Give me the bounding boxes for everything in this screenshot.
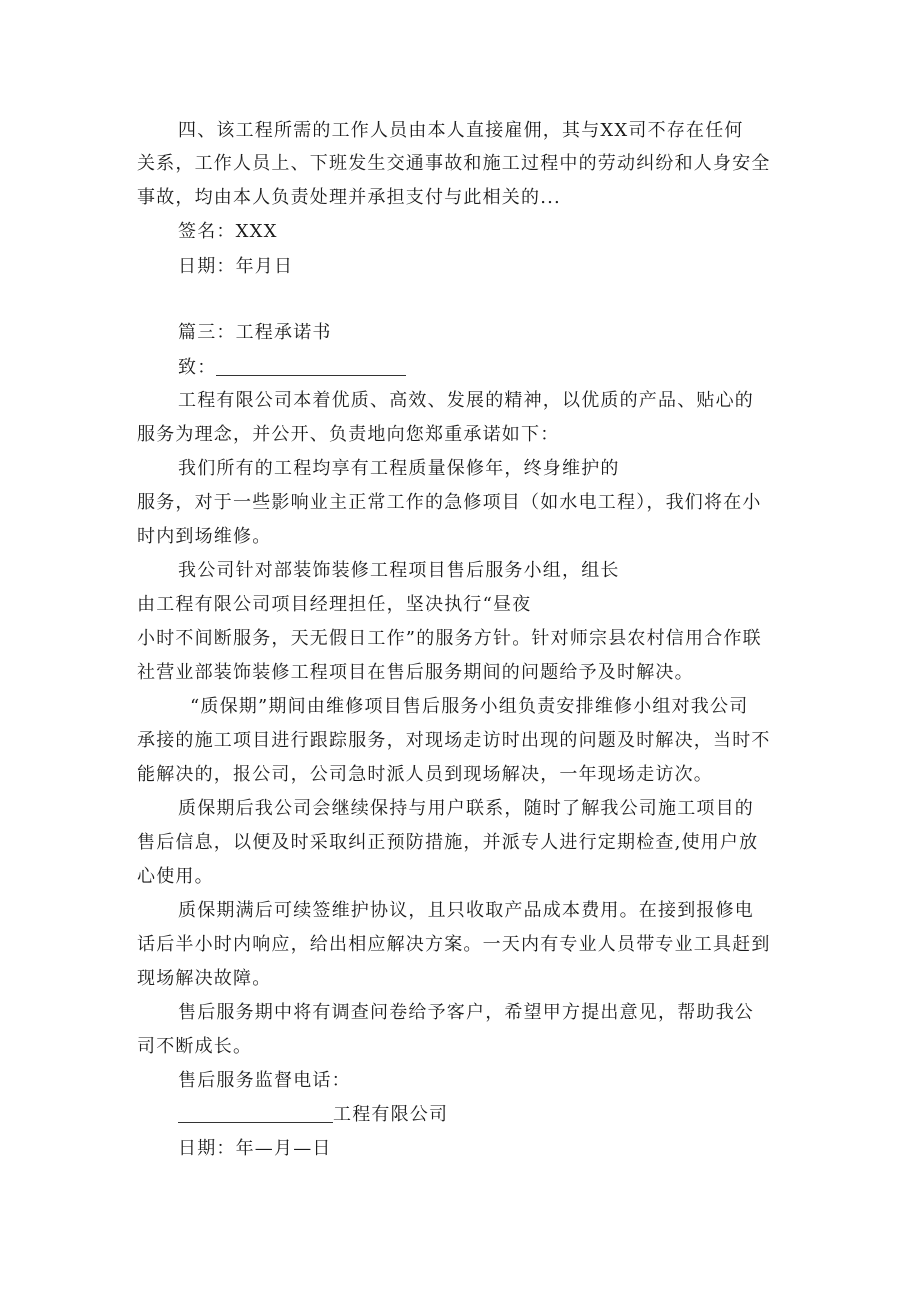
paragraph-3-line-3: 能解决的，报公司，公司急时派人员到现场解决，一年现场走访次。 (137, 764, 713, 785)
section4-line-1: 四、该工程所需的工作人员由本人直接雇佣，其与XX司不存在任何 (178, 120, 744, 141)
company-name-suffix: 工程有限公司 (333, 1104, 449, 1125)
paragraph-5-line-2: 话后半小时内响应，给出相应解决方案。一天内有专业人员带专业工具赶到 (137, 934, 771, 955)
addressee-line (178, 357, 406, 379)
addressee-label: 致： (178, 357, 217, 378)
paragraph-4-line-3: 心使用。 (137, 866, 214, 887)
intro-line-2: 服务为理念，并公开、负责地向您郑重承诺如下： (137, 424, 560, 445)
company-name-blank (178, 1104, 333, 1123)
section4-line-3: 事故，均由本人负责处理并承担支付与此相关的... (137, 187, 561, 208)
paragraph-3-line-1: “质保期”期间由维修项目售后服务小组负责安排维修小组对我公司 (190, 696, 749, 717)
paragraph-3-line-2: 承接的施工项目进行跟踪服务，对现场走访时出现的问题及时解决，当时不 (137, 730, 771, 751)
addressee-blank (216, 357, 406, 376)
section4-date: 日期：年月日 (178, 256, 294, 277)
paragraph-4-line-1: 质保期后我公司会继续保持与用户联系，随时了解我公司施工项目的 (178, 798, 754, 819)
paragraph-2-line-2: 由工程有限公司项目经理担任，坚决执行“昼夜 (137, 594, 532, 615)
section-title: 篇三：工程承诺书 (178, 322, 332, 343)
paragraph-1-line-1: 我们所有的工程均享有工程质量保修年，终身维护的 (178, 458, 620, 479)
paragraph-4-line-2: 售后信息，以便及时采取纠正预防措施，并派专人进行定期检查,使用户放 (137, 832, 759, 853)
section4-line-2: 关系，工作人员上、下班发生交通事故和施工过程中的劳动纠纷和人身安全 (137, 153, 771, 174)
paragraph-6-line-2: 司不断成长。 (137, 1036, 253, 1057)
paragraph-1-line-2: 服务，对于一些影响业主正常工作的急修项目（如水电工程），我们将在小 (137, 492, 762, 513)
paragraph-5-line-1: 质保期满后可续签维护协议，且只收取产品成本费用。在接到报修电 (178, 900, 754, 921)
paragraph-5-line-3: 现场解决故障。 (137, 968, 272, 989)
closing-date: 日期：年—月—日 (178, 1138, 332, 1159)
paragraph-2-line-1: 我公司针对部装饰装修工程项目售后服务小组，组长 (178, 560, 620, 581)
paragraph-6-line-1: 售后服务期中将有调查问卷给予客户，希望甲方提出意见，帮助我公 (178, 1002, 754, 1023)
signature-line: 签名：XXX (178, 221, 278, 242)
paragraph-2-line-3: 小时不间断服务，天无假日工作”的服务方针。针对师宗县农村信用合作联 (137, 628, 762, 649)
intro-line-1: 工程有限公司本着优质、高效、发展的精神，以优质的产品、贴心的 (178, 390, 754, 411)
hotline-label: 售后服务监督电话： (178, 1070, 351, 1091)
paragraph-2-line-4: 社营业部装饰装修工程项目在售后服务期间的问题给予及时解决。 (137, 662, 694, 683)
company-line (178, 1104, 448, 1126)
paragraph-1-line-3: 时内到场维修。 (137, 526, 272, 547)
